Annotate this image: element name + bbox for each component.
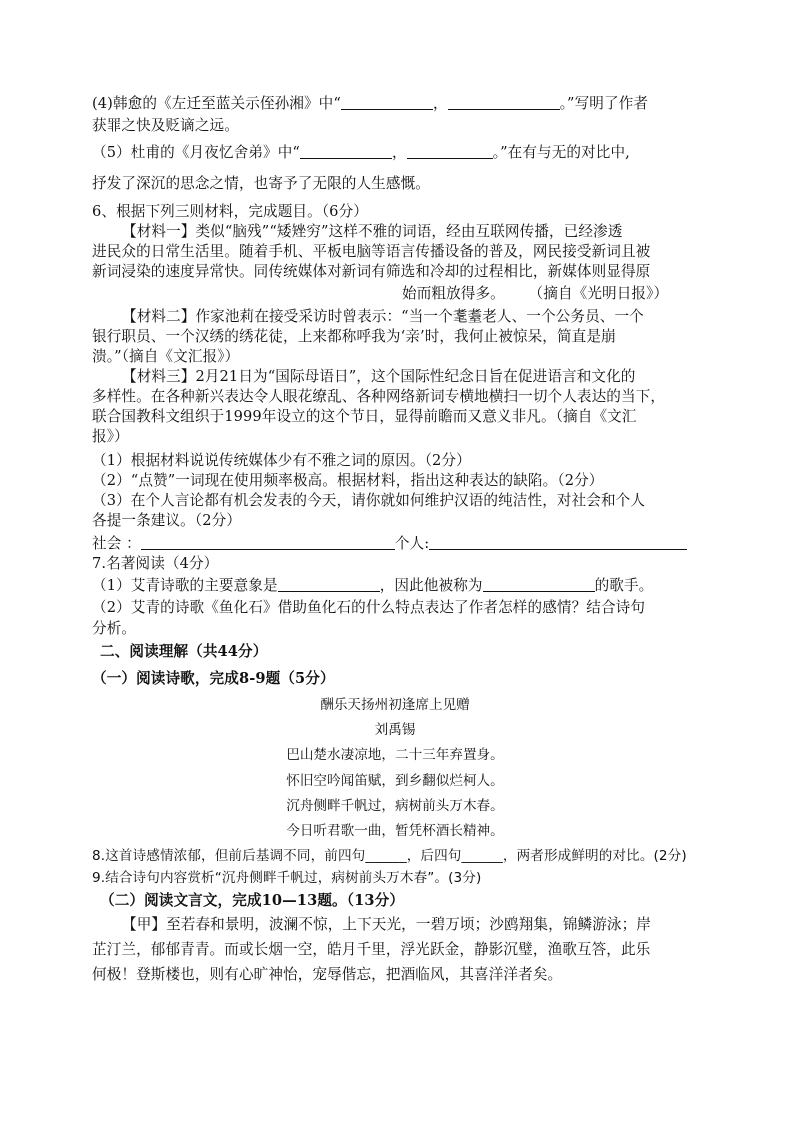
person-label: 个人: (394, 535, 430, 552)
poem-author: 刘禹锡 (374, 722, 416, 738)
question-7-heading: 7.名著阅读（4分） (92, 555, 219, 572)
answer-blank[interactable] (341, 95, 433, 110)
q7-s1-middle: ，因此他被称为 (379, 577, 483, 594)
poem-line: 沉舟侧畔千帆过，病树前头万木春。 (286, 798, 504, 814)
classical-subsection-heading: （二）阅读文言文，完成10—13题。（13分） (100, 892, 405, 909)
question-8: 8.这首诗感情浓郁，但前后基调不同，前四句______，后四句______，两者形成鲜明的对比。(2分) (92, 848, 687, 864)
passage-jia-line: 【甲】至若春和景明，波澜不惊，上下天光，一碧万顷；沙鸥翔集，锦鳞游泳；岸 (122, 916, 651, 933)
question-4-line-2: 获罪之快及贬谪之远。 (92, 117, 239, 134)
q6-subquestion-3: 各提一条建议。（2分） (92, 512, 242, 529)
question-5-line-2: 抒发了深沉的思念之情，也寄予了无限的人生感慨。 (92, 175, 430, 192)
section-2-heading: 二、阅读理解（共44分） (100, 643, 268, 660)
q4-suffix: 。”写明了作者 (559, 95, 649, 112)
q7-subquestion-2: （2）艾青的诗歌《鱼化石》借助鱼化石的什么特点表达了作者怎样的感情？结合诗句 (92, 599, 646, 616)
answer-blank[interactable] (300, 144, 392, 159)
poetry-subsection-heading: （一）阅读诗歌，完成8-9题（5分） (92, 670, 335, 687)
material-3-line: 【材料三】2月21日为“国际母语日”，这个国际性纪念日旨在促进语言和文化的 (122, 368, 636, 385)
q6-subquestion-2: （2）“点赞”一词现在使用频率极高。根据材料，指出这种表达的缺陷。（2分） (92, 472, 604, 489)
answer-blank[interactable] (407, 144, 493, 159)
q5-prefix: （5）杜甫的《月夜忆舍弟》中“ (92, 144, 300, 161)
society-label: 社会 ： (92, 535, 141, 552)
q5-suffix: 。”在有与无的对比中, (492, 144, 630, 161)
question-5-line-1 (92, 143, 698, 163)
q7-subquestion-1 (92, 576, 698, 596)
q7-subquestion-2: 分析。 (92, 620, 137, 637)
person-answer-field[interactable] (429, 535, 687, 550)
passage-jia-line: 何极！登斯楼也，则有心旷神怡，宠辱偕忘，把酒临风，其喜洋洋者矣。 (92, 966, 563, 983)
q7-s1-suffix: 的歌手。 (594, 577, 654, 594)
q4-comma: ， (432, 95, 448, 112)
material-3-line: 联合国教科文组织于1999年设立的这个节日，显得前瞻而又意义非凡。（摘自《文汇 (92, 408, 637, 425)
q5-comma: ， (391, 144, 407, 161)
answer-blank[interactable] (483, 577, 595, 592)
passage-jia-line: 芷汀兰，郁郁青青。而或长烟一空，皓月千里，浮光跃金，静影沉璧，渔歌互答，此乐 (92, 941, 651, 958)
question-4-line-1 (92, 94, 698, 114)
material-1-line: 进民众的日常生活里。随着手机、平板电脑等语言传播设备的普及，网民接受新词且被 (92, 243, 651, 260)
material-1-source: 始而粗放得多。 （摘自《光明日报》） (402, 285, 669, 302)
q4-prefix: (4)韩愈的《左迁至蓝关示侄孙湘》中“ (92, 95, 341, 112)
q6-subquestion-3: （3）在个人言论都有机会发表的今天，请你就如何维护汉语的纯洁性，对社会和个人 (92, 492, 646, 509)
answer-blank[interactable] (448, 95, 560, 110)
question-9: 9.结合诗句内容赏析“沉舟侧畔千帆过，病树前头万木春”。(3分) (92, 870, 482, 886)
suggestion-answer-line (92, 534, 698, 554)
poem-line: 巴山楚水凄凉地，二十三年弃置身。 (286, 747, 504, 763)
material-2-line: 溃。”（摘自《文汇报》） (92, 348, 240, 365)
question-6-heading: 6、根据下列三则材料，完成题目。（6分） (92, 203, 368, 220)
poem-line: 怀旧空吟闻笛赋，到乡翻似烂柯人。 (286, 773, 504, 789)
material-2-line: 银行职员、一个汉绣的绣花徒，上来都称呼我为‘亲’时，我何止被惊呆，简直是崩 (92, 328, 616, 345)
poem-line: 今日听君歌一曲，暂凭杯酒长精神。 (286, 823, 504, 839)
answer-blank[interactable] (278, 577, 380, 592)
q7-s1-prefix: （1）艾青诗歌的主要意象是 (92, 577, 278, 594)
material-3-line: 多样性。在各种新兴表达令人眼花缭乱、各种网络新词专横地横扫一切个人表达的当下， (92, 388, 666, 405)
material-1-line: 【材料一】类似“脑残”“矮矬穷”这样不雅的词语，经由互联网传播，已经渗透 (122, 223, 623, 240)
poem-title: 酬乐天扬州初逢席上见赠 (320, 697, 470, 713)
q6-subquestion-1: （1）根据材料说说传统媒体少有不雅之词的原因。（2分） (92, 452, 471, 469)
material-2-line: 【材料二】作家池莉在接受采访时曾表示：“当一个耄耋老人、一个公务员、一个 (122, 308, 644, 325)
material-1-line: 新词浸染的速度异常快。同传统媒体对新词有筛选和冷却的过程相比，新媒体则显得原 (92, 263, 651, 280)
society-answer-field[interactable] (141, 535, 395, 550)
material-3-line: 报》） (92, 428, 129, 445)
